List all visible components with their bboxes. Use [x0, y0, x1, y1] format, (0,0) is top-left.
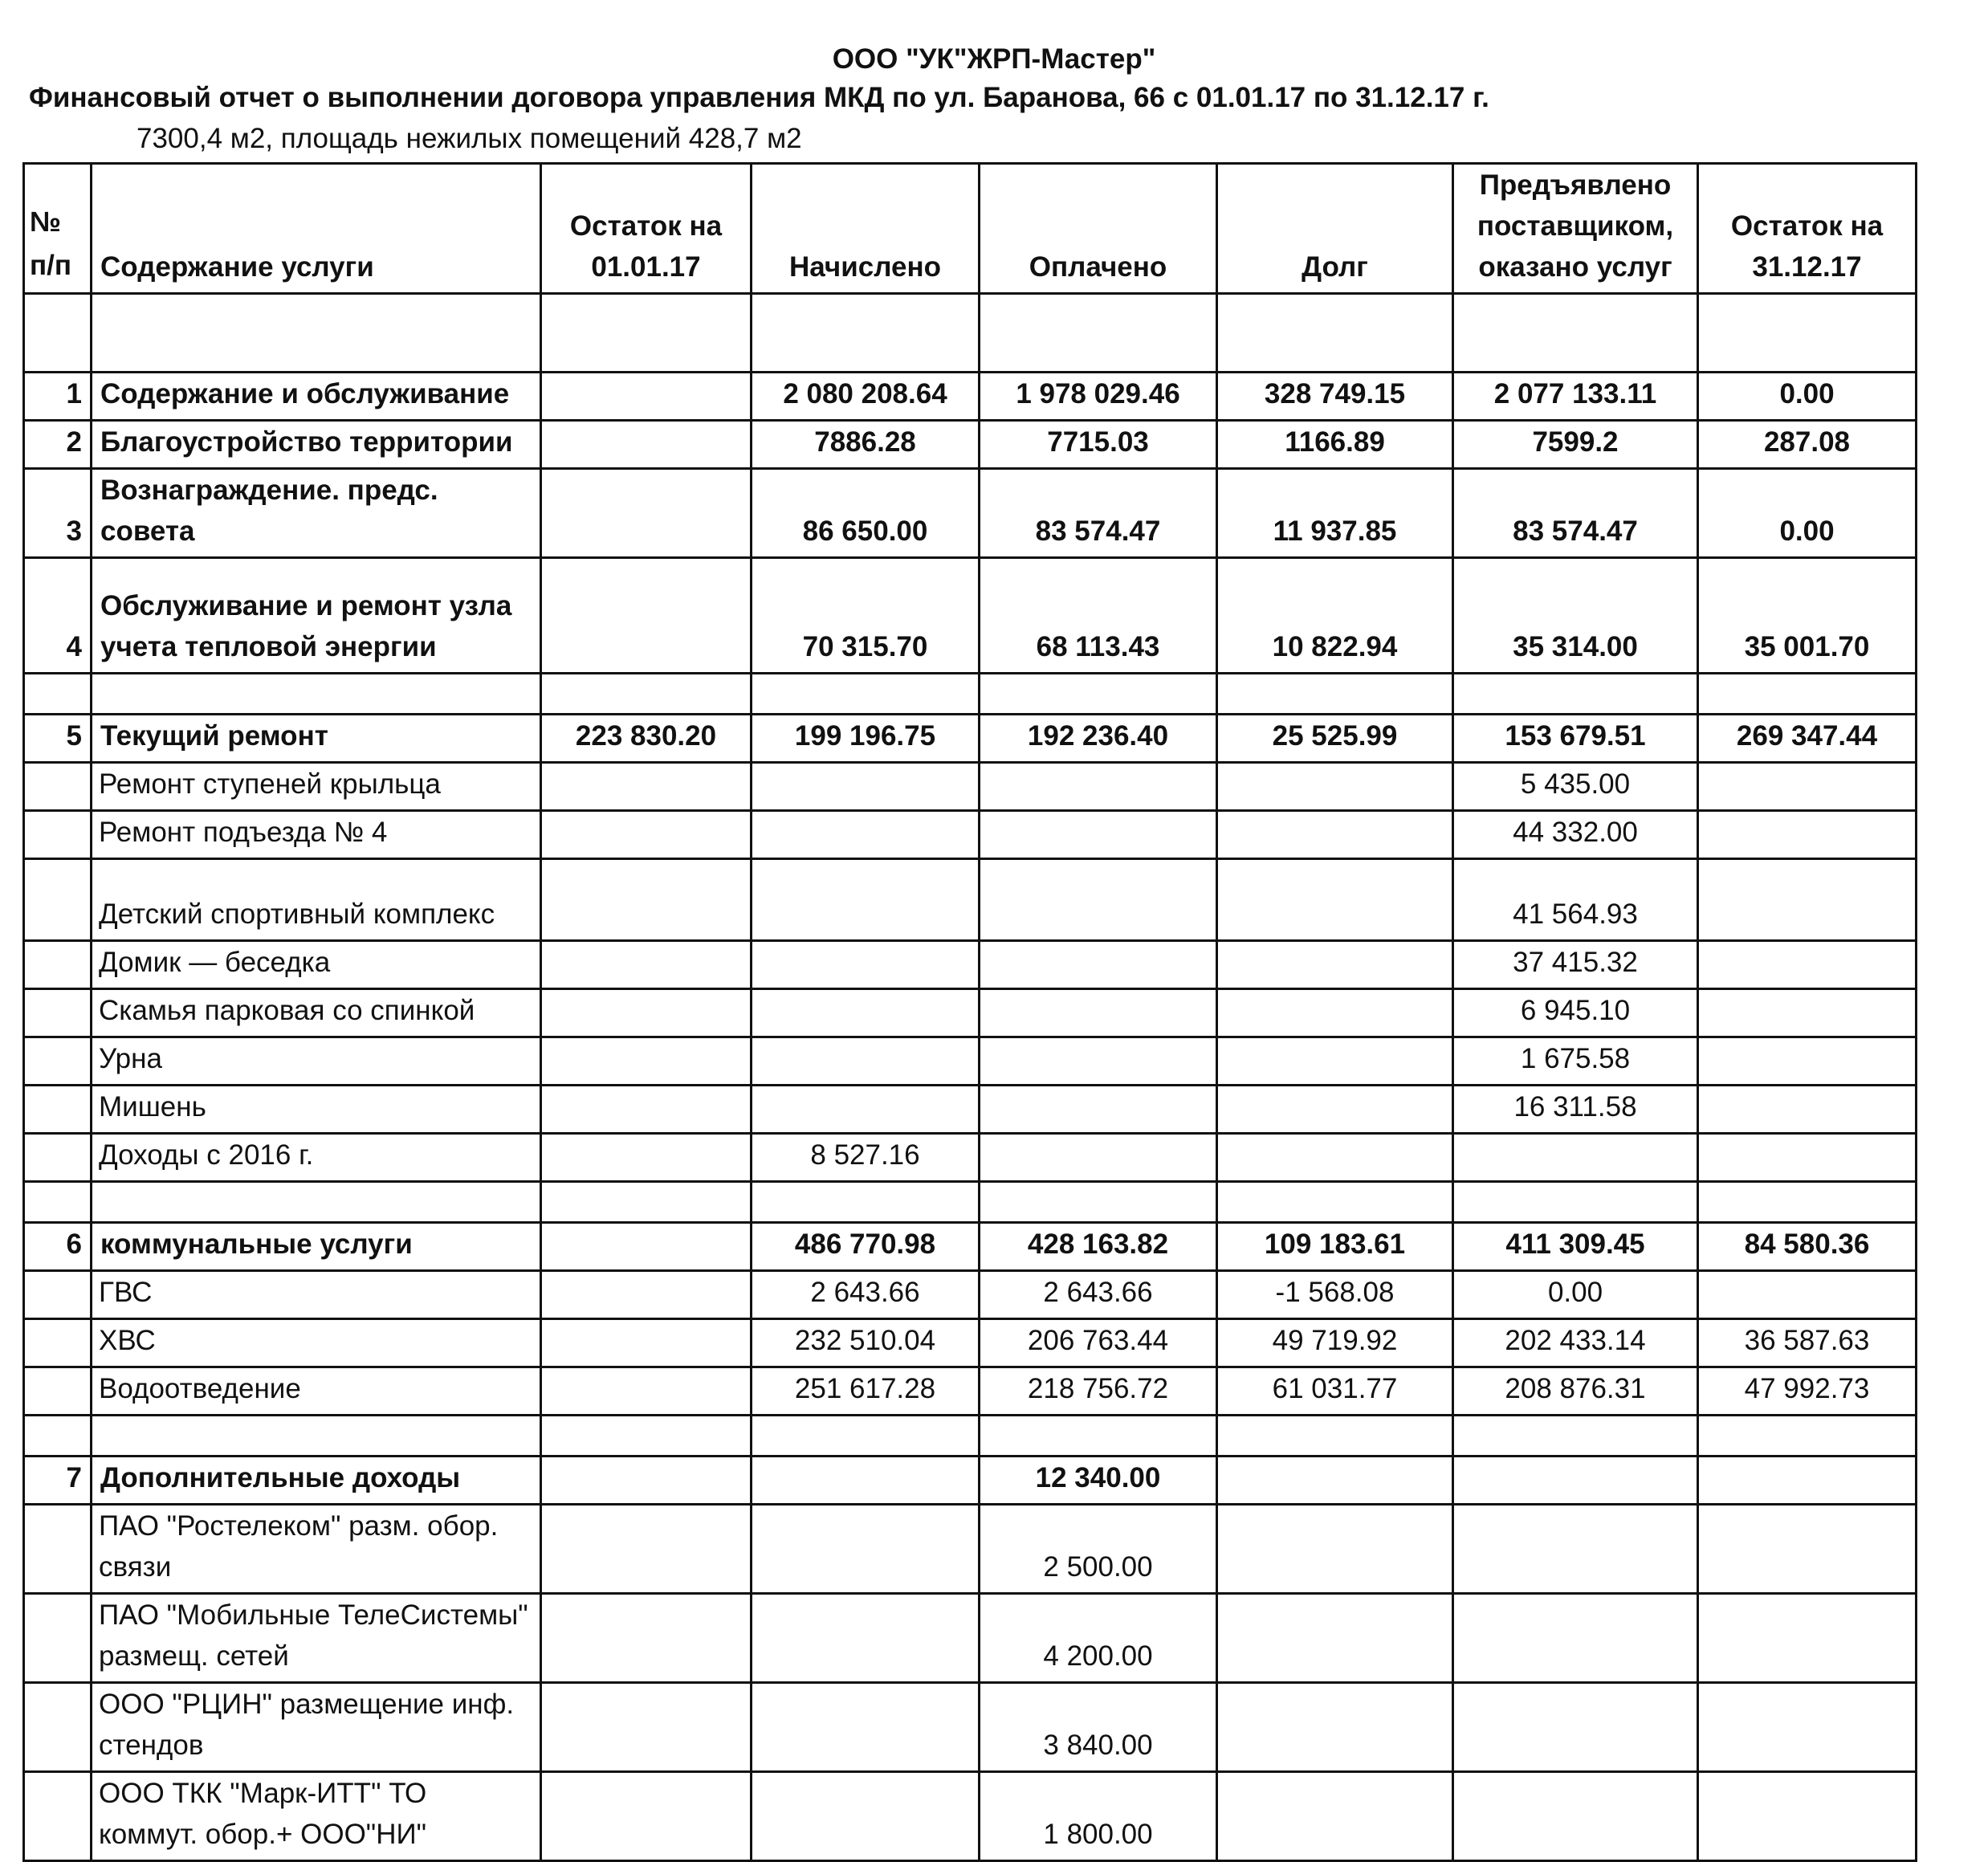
row-number [24, 1086, 92, 1134]
balance-start-cell [541, 1594, 752, 1683]
table-row [24, 1086, 1917, 1134]
charged-cell [752, 1594, 980, 1683]
balance-start-cell [541, 1134, 752, 1182]
charged-cell [752, 1505, 980, 1594]
charged-cell: 70 315.70 [752, 558, 980, 674]
table-row [24, 1594, 1917, 1683]
table-row [24, 941, 1917, 989]
service-name: Обслуживание и ремонт узла учета тепловой энергии [92, 558, 541, 674]
supplier-cell [1453, 1505, 1698, 1594]
balance-end-cell [1698, 1037, 1917, 1086]
table-row [24, 715, 1917, 763]
balance-end-cell: 47 992.73 [1698, 1367, 1917, 1416]
balance-start-cell: 223 830.20 [541, 715, 752, 763]
col-header-service: Содержание услуги [92, 164, 541, 294]
table-row [24, 1505, 1917, 1594]
charged-cell [752, 811, 980, 859]
row-number [24, 1367, 92, 1416]
row-number: 3 [24, 469, 92, 558]
debt-cell [1217, 859, 1453, 941]
balance-end-cell [1698, 1457, 1917, 1505]
paid-cell: 3 840.00 [980, 1683, 1217, 1772]
row-number: 7 [24, 1457, 92, 1505]
service-name: ХВС [92, 1319, 541, 1367]
paid-cell [980, 941, 1217, 989]
row-number: 5 [24, 715, 92, 763]
debt-cell [1217, 1134, 1453, 1182]
balance-end-cell [1698, 763, 1917, 811]
balance-start-cell [541, 1086, 752, 1134]
supplier-cell: 7599.2 [1453, 421, 1698, 469]
balance-end-cell: 287.08 [1698, 421, 1917, 469]
paid-cell [980, 989, 1217, 1037]
supplier-cell [1453, 1134, 1698, 1182]
charged-cell [752, 1772, 980, 1861]
charged-cell: 2 643.66 [752, 1271, 980, 1319]
charged-cell [752, 1416, 980, 1457]
supplier-cell [1453, 1457, 1698, 1505]
charged-cell [752, 763, 980, 811]
service-name: ПАО "Мобильные ТелеСистемы" размещ. сетей [92, 1594, 541, 1683]
balance-start-cell [541, 1416, 752, 1457]
balance-start-cell [541, 1223, 752, 1271]
paid-cell [980, 1086, 1217, 1134]
service-name: Домик — беседка [92, 941, 541, 989]
table-row [24, 558, 1917, 674]
row-number [24, 1772, 92, 1861]
row-number [24, 941, 92, 989]
table-row [24, 1367, 1917, 1416]
paid-cell: 218 756.72 [980, 1367, 1217, 1416]
row-number: 4 [24, 558, 92, 674]
paid-cell: 1 800.00 [980, 1772, 1217, 1861]
service-name: ГВС [92, 1271, 541, 1319]
supplier-cell: 0.00 [1453, 1271, 1698, 1319]
table-row [24, 469, 1917, 558]
balance-start-cell [541, 941, 752, 989]
col-header-debt: Долг [1217, 164, 1453, 294]
row-number: 6 [24, 1223, 92, 1271]
table-row [24, 1319, 1917, 1367]
paid-cell [980, 859, 1217, 941]
balance-start-cell [541, 989, 752, 1037]
table-row [24, 1416, 1917, 1457]
balance-end-cell [1698, 294, 1917, 373]
charged-cell: 8 527.16 [752, 1134, 980, 1182]
debt-cell: 328 749.15 [1217, 373, 1453, 421]
debt-cell [1217, 1683, 1453, 1772]
supplier-cell [1453, 1594, 1698, 1683]
table-row [24, 811, 1917, 859]
charged-cell [752, 674, 980, 715]
charged-cell [752, 1037, 980, 1086]
debt-cell: 1166.89 [1217, 421, 1453, 469]
balance-start-cell [541, 1772, 752, 1861]
balance-start-cell [541, 674, 752, 715]
service-name: Детский спортивный комплекс [92, 859, 541, 941]
paid-cell [980, 1134, 1217, 1182]
paid-cell [980, 763, 1217, 811]
balance-end-cell [1698, 859, 1917, 941]
supplier-cell: 208 876.31 [1453, 1367, 1698, 1416]
service-name: ООО "РЦИН" размещение инф. стендов [92, 1683, 541, 1772]
table-row [24, 1182, 1917, 1223]
debt-cell [1217, 294, 1453, 373]
balance-end-cell [1698, 1683, 1917, 1772]
paid-cell [980, 674, 1217, 715]
supplier-cell: 202 433.14 [1453, 1319, 1698, 1367]
row-number [24, 1134, 92, 1182]
row-number [24, 1594, 92, 1683]
table-row [24, 1683, 1917, 1772]
balance-start-cell [541, 1319, 752, 1367]
balance-end-cell [1698, 1134, 1917, 1182]
supplier-cell [1453, 674, 1698, 715]
row-number [24, 1271, 92, 1319]
row-number [24, 1683, 92, 1772]
balance-start-cell [541, 1182, 752, 1223]
balance-end-cell: 84 580.36 [1698, 1223, 1917, 1271]
charged-cell [752, 294, 980, 373]
table-row [24, 294, 1917, 373]
balance-end-cell [1698, 1086, 1917, 1134]
service-name [92, 674, 541, 715]
row-number [24, 989, 92, 1037]
balance-end-cell [1698, 811, 1917, 859]
row-number [24, 1416, 92, 1457]
supplier-cell [1453, 1772, 1698, 1861]
row-number [24, 294, 92, 373]
table-row [24, 763, 1917, 811]
debt-cell [1217, 1416, 1453, 1457]
debt-cell [1217, 989, 1453, 1037]
row-number [24, 1505, 92, 1594]
row-number [24, 811, 92, 859]
debt-cell: -1 568.08 [1217, 1271, 1453, 1319]
paid-cell [980, 811, 1217, 859]
row-number [24, 674, 92, 715]
table-row [24, 859, 1917, 941]
col-header-balance-end: Остаток на 31.12.17 [1698, 164, 1917, 294]
balance-end-cell [1698, 1416, 1917, 1457]
col-header-paid: Оплачено [980, 164, 1217, 294]
debt-cell [1217, 1505, 1453, 1594]
balance-end-cell [1698, 1505, 1917, 1594]
table-row [24, 1134, 1917, 1182]
supplier-cell: 153 679.51 [1453, 715, 1698, 763]
charged-cell: 199 196.75 [752, 715, 980, 763]
balance-end-cell: 35 001.70 [1698, 558, 1917, 674]
table-row [24, 1772, 1917, 1861]
table-row [24, 1457, 1917, 1505]
debt-cell [1217, 763, 1453, 811]
service-name: Доходы с 2016 г. [92, 1134, 541, 1182]
report-body [24, 294, 1917, 1861]
report-title: Финансовый отчет о выполнении договора управления МКД по ул. Баранова, 66 с 01.01.17 по 31.12.17 г. [29, 82, 1489, 113]
debt-cell [1217, 1182, 1453, 1223]
balance-start-cell [541, 1457, 752, 1505]
paid-cell: 192 236.40 [980, 715, 1217, 763]
charged-cell: 7886.28 [752, 421, 980, 469]
row-number [24, 1037, 92, 1086]
balance-end-cell [1698, 989, 1917, 1037]
service-name [92, 294, 541, 373]
service-name [92, 1416, 541, 1457]
debt-cell: 11 937.85 [1217, 469, 1453, 558]
charged-cell [752, 1182, 980, 1223]
paid-cell: 1 978 029.46 [980, 373, 1217, 421]
debt-cell [1217, 1772, 1453, 1861]
supplier-cell: 5 435.00 [1453, 763, 1698, 811]
service-name: коммунальные услуги [92, 1223, 541, 1271]
paid-cell: 7715.03 [980, 421, 1217, 469]
debt-cell [1217, 941, 1453, 989]
service-name: Мишень [92, 1086, 541, 1134]
paid-cell [980, 294, 1217, 373]
balance-end-cell [1698, 1772, 1917, 1861]
financial-report-table [22, 162, 1917, 1862]
charged-cell [752, 1457, 980, 1505]
paid-cell [980, 1182, 1217, 1223]
supplier-cell: 1 675.58 [1453, 1037, 1698, 1086]
paid-cell [980, 1416, 1217, 1457]
balance-end-cell [1698, 1594, 1917, 1683]
debt-cell [1217, 674, 1453, 715]
balance-start-cell [541, 1037, 752, 1086]
col-header-num: № п/п [24, 164, 92, 294]
debt-cell: 10 822.94 [1217, 558, 1453, 674]
row-number [24, 763, 92, 811]
paid-cell: 2 643.66 [980, 1271, 1217, 1319]
debt-cell [1217, 1594, 1453, 1683]
balance-end-cell [1698, 941, 1917, 989]
balance-start-cell [541, 421, 752, 469]
balance-start-cell [541, 373, 752, 421]
paid-cell: 83 574.47 [980, 469, 1217, 558]
table-row [24, 989, 1917, 1037]
balance-start-cell [541, 859, 752, 941]
balance-start-cell [541, 558, 752, 674]
service-name: Дополнительные доходы [92, 1457, 541, 1505]
balance-start-cell [541, 763, 752, 811]
row-number: 2 [24, 421, 92, 469]
supplier-cell: 35 314.00 [1453, 558, 1698, 674]
row-number [24, 859, 92, 941]
debt-cell [1217, 811, 1453, 859]
charged-cell [752, 941, 980, 989]
company-name: ООО "УК"ЖРП-Мастер" [832, 43, 1156, 75]
balance-start-cell [541, 1683, 752, 1772]
charged-cell: 251 617.28 [752, 1367, 980, 1416]
service-name: Водоотведение [92, 1367, 541, 1416]
paid-cell: 68 113.43 [980, 558, 1217, 674]
supplier-cell [1453, 1182, 1698, 1223]
service-name: ПАО "Ростелеком" разм. обор. связи [92, 1505, 541, 1594]
supplier-cell [1453, 294, 1698, 373]
service-name: ООО ТКК "Марк-ИТТ" ТО коммут. обор.+ ООО"НИ" [92, 1772, 541, 1861]
charged-cell [752, 859, 980, 941]
supplier-cell [1453, 1683, 1698, 1772]
debt-cell [1217, 1086, 1453, 1134]
area-info: 7300,4 м2, площадь нежилых помещений 428,7 м2 [136, 123, 802, 154]
service-name [92, 1182, 541, 1223]
service-name: Урна [92, 1037, 541, 1086]
paid-cell: 2 500.00 [980, 1505, 1217, 1594]
charged-cell [752, 1683, 980, 1772]
balance-start-cell [541, 1505, 752, 1594]
row-number [24, 1182, 92, 1223]
debt-cell: 109 183.61 [1217, 1223, 1453, 1271]
balance-start-cell [541, 469, 752, 558]
charged-cell [752, 1086, 980, 1134]
table-row [24, 1037, 1917, 1086]
balance-end-cell: 0.00 [1698, 373, 1917, 421]
service-name: Вознаграждение. предс. совета [92, 469, 541, 558]
charged-cell: 86 650.00 [752, 469, 980, 558]
debt-cell: 49 719.92 [1217, 1319, 1453, 1367]
paid-cell: 12 340.00 [980, 1457, 1217, 1505]
balance-start-cell [541, 1367, 752, 1416]
charged-cell: 232 510.04 [752, 1319, 980, 1367]
paid-cell: 428 163.82 [980, 1223, 1217, 1271]
table-row [24, 1223, 1917, 1271]
col-header-charged: Начислено [752, 164, 980, 294]
supplier-cell: 411 309.45 [1453, 1223, 1698, 1271]
charged-cell: 486 770.98 [752, 1223, 980, 1271]
charged-cell [752, 989, 980, 1037]
balance-end-cell: 269 347.44 [1698, 715, 1917, 763]
service-name: Ремонт подъезда № 4 [92, 811, 541, 859]
row-number: 1 [24, 373, 92, 421]
balance-start-cell [541, 811, 752, 859]
charged-cell: 2 080 208.64 [752, 373, 980, 421]
supplier-cell: 44 332.00 [1453, 811, 1698, 859]
supplier-cell [1453, 1416, 1698, 1457]
service-name: Текущий ремонт [92, 715, 541, 763]
supplier-cell: 6 945.10 [1453, 989, 1698, 1037]
service-name: Содержание и обслуживание [92, 373, 541, 421]
debt-cell [1217, 1457, 1453, 1505]
supplier-cell: 37 415.32 [1453, 941, 1698, 989]
paid-cell [980, 1037, 1217, 1086]
supplier-cell: 2 077 133.11 [1453, 373, 1698, 421]
balance-end-cell: 36 587.63 [1698, 1319, 1917, 1367]
debt-cell [1217, 1037, 1453, 1086]
row-number [24, 1319, 92, 1367]
supplier-cell: 83 574.47 [1453, 469, 1698, 558]
balance-start-cell [541, 1271, 752, 1319]
balance-start-cell [541, 294, 752, 373]
service-name: Скамья парковая со спинкой [92, 989, 541, 1037]
supplier-cell: 41 564.93 [1453, 859, 1698, 941]
header-row [24, 164, 1917, 294]
paid-cell: 4 200.00 [980, 1594, 1217, 1683]
service-name: Благоустройство территории [92, 421, 541, 469]
debt-cell: 25 525.99 [1217, 715, 1453, 763]
debt-cell: 61 031.77 [1217, 1367, 1453, 1416]
table-row [24, 1271, 1917, 1319]
supplier-cell: 16 311.58 [1453, 1086, 1698, 1134]
col-header-balance-start: Остаток на 01.01.17 [541, 164, 752, 294]
balance-end-cell [1698, 1182, 1917, 1223]
paid-cell: 206 763.44 [980, 1319, 1217, 1367]
balance-end-cell [1698, 674, 1917, 715]
balance-end-cell [1698, 1271, 1917, 1319]
table-row [24, 674, 1917, 715]
col-header-supplier: Предъявлено поставщиком, оказано услуг [1453, 164, 1698, 294]
service-name: Ремонт ступеней крыльца [92, 763, 541, 811]
table-row [24, 373, 1917, 421]
balance-end-cell: 0.00 [1698, 469, 1917, 558]
table-row [24, 421, 1917, 469]
